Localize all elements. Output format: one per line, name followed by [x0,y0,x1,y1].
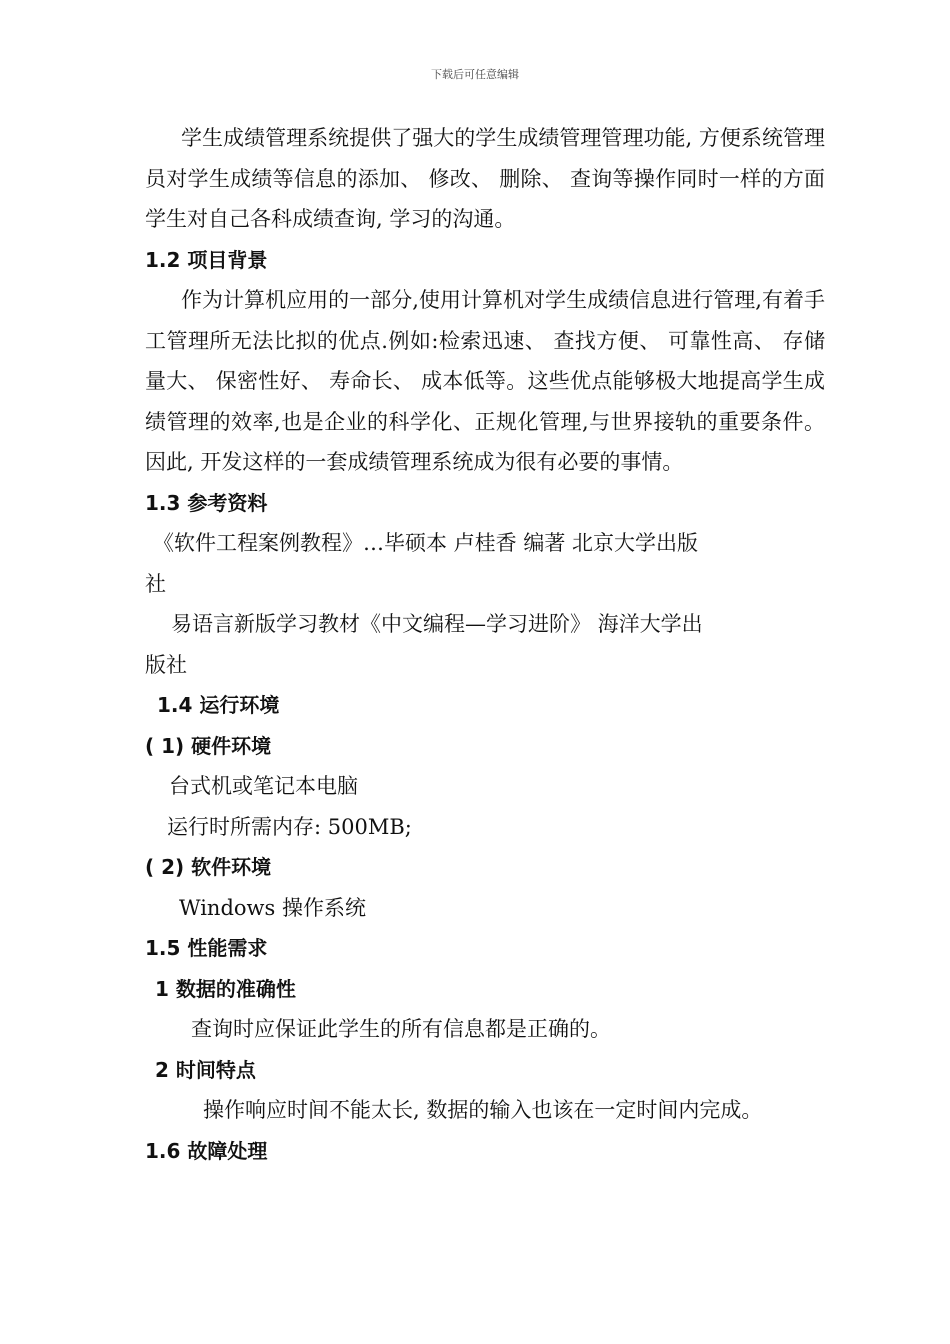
heading-data-accuracy: 1 数据的准确性 [155,976,296,1001]
hardware-item-computer: 台式机或笔记本电脑 [169,774,358,798]
reference-1-line-2: 社 [145,571,166,596]
heading-time-characteristics: 2 时间特点 [155,1057,256,1082]
heading-runtime-environment: 1.4 运行环境 [157,693,280,717]
reference-2-line-1: 易语言新版学习教材《中文编程—学习进阶》 海洋大学出 [171,612,703,636]
heading-fault-handling: 1.6 故障处理 [145,1138,268,1163]
reference-2-line-2: 版社 [145,652,187,677]
heading-hardware-environment: ( 1) 硬件环境 [145,733,272,758]
data-accuracy-text: 查询时应保证此学生的所有信息都是正确的。 [191,1017,611,1041]
project-background-paragraph: 作为计算机应用的一部分,使用计算机对学生成绩信息进行管理,有着手工管理所无法比拟的优点.例如:检索迅速、 查找方便、 可靠性高、 存储量大、 保密性好、 寿命长、 成本低等。这些优点能够极大地提高学生成绩管理的效率,也是企业的科学化、正规化管理,与世界接轨的重要条件。因此, 开发这样的一套成绩管理系统成为很有必要的事情。 [145,288,825,474]
heading-project-background: 1.2 项目背景 [145,247,268,272]
intro-paragraph: 学生成绩管理系统提供了强大的学生成绩管理管理功能, 方便系统管理员对学生成绩等信息的添加、 修改、 删除、 查询等操作同时一样的方面学生对自己各科成绩查询, 学习的沟通。 [145,126,825,231]
heading-software-environment: ( 2) 软件环境 [145,855,272,879]
software-item-windows: Windows 操作系统 [179,895,366,920]
document-body [145,118,825,1171]
heading-references: 1.3 参考资料 [145,490,268,515]
page-header: 下载后可任意编辑 [431,68,519,81]
time-characteristics-text: 操作响应时间不能太长, 数据的输入也该在一定时间内完成。 [203,1098,763,1122]
hardware-item-memory: 运行时所需内存: 500MB; [167,814,412,839]
reference-1-line-1: 《软件工程案例教程》…毕硕本 卢桂香 编著 北京大学出版 [153,531,699,555]
heading-performance-requirements: 1.5 性能需求 [145,936,268,960]
